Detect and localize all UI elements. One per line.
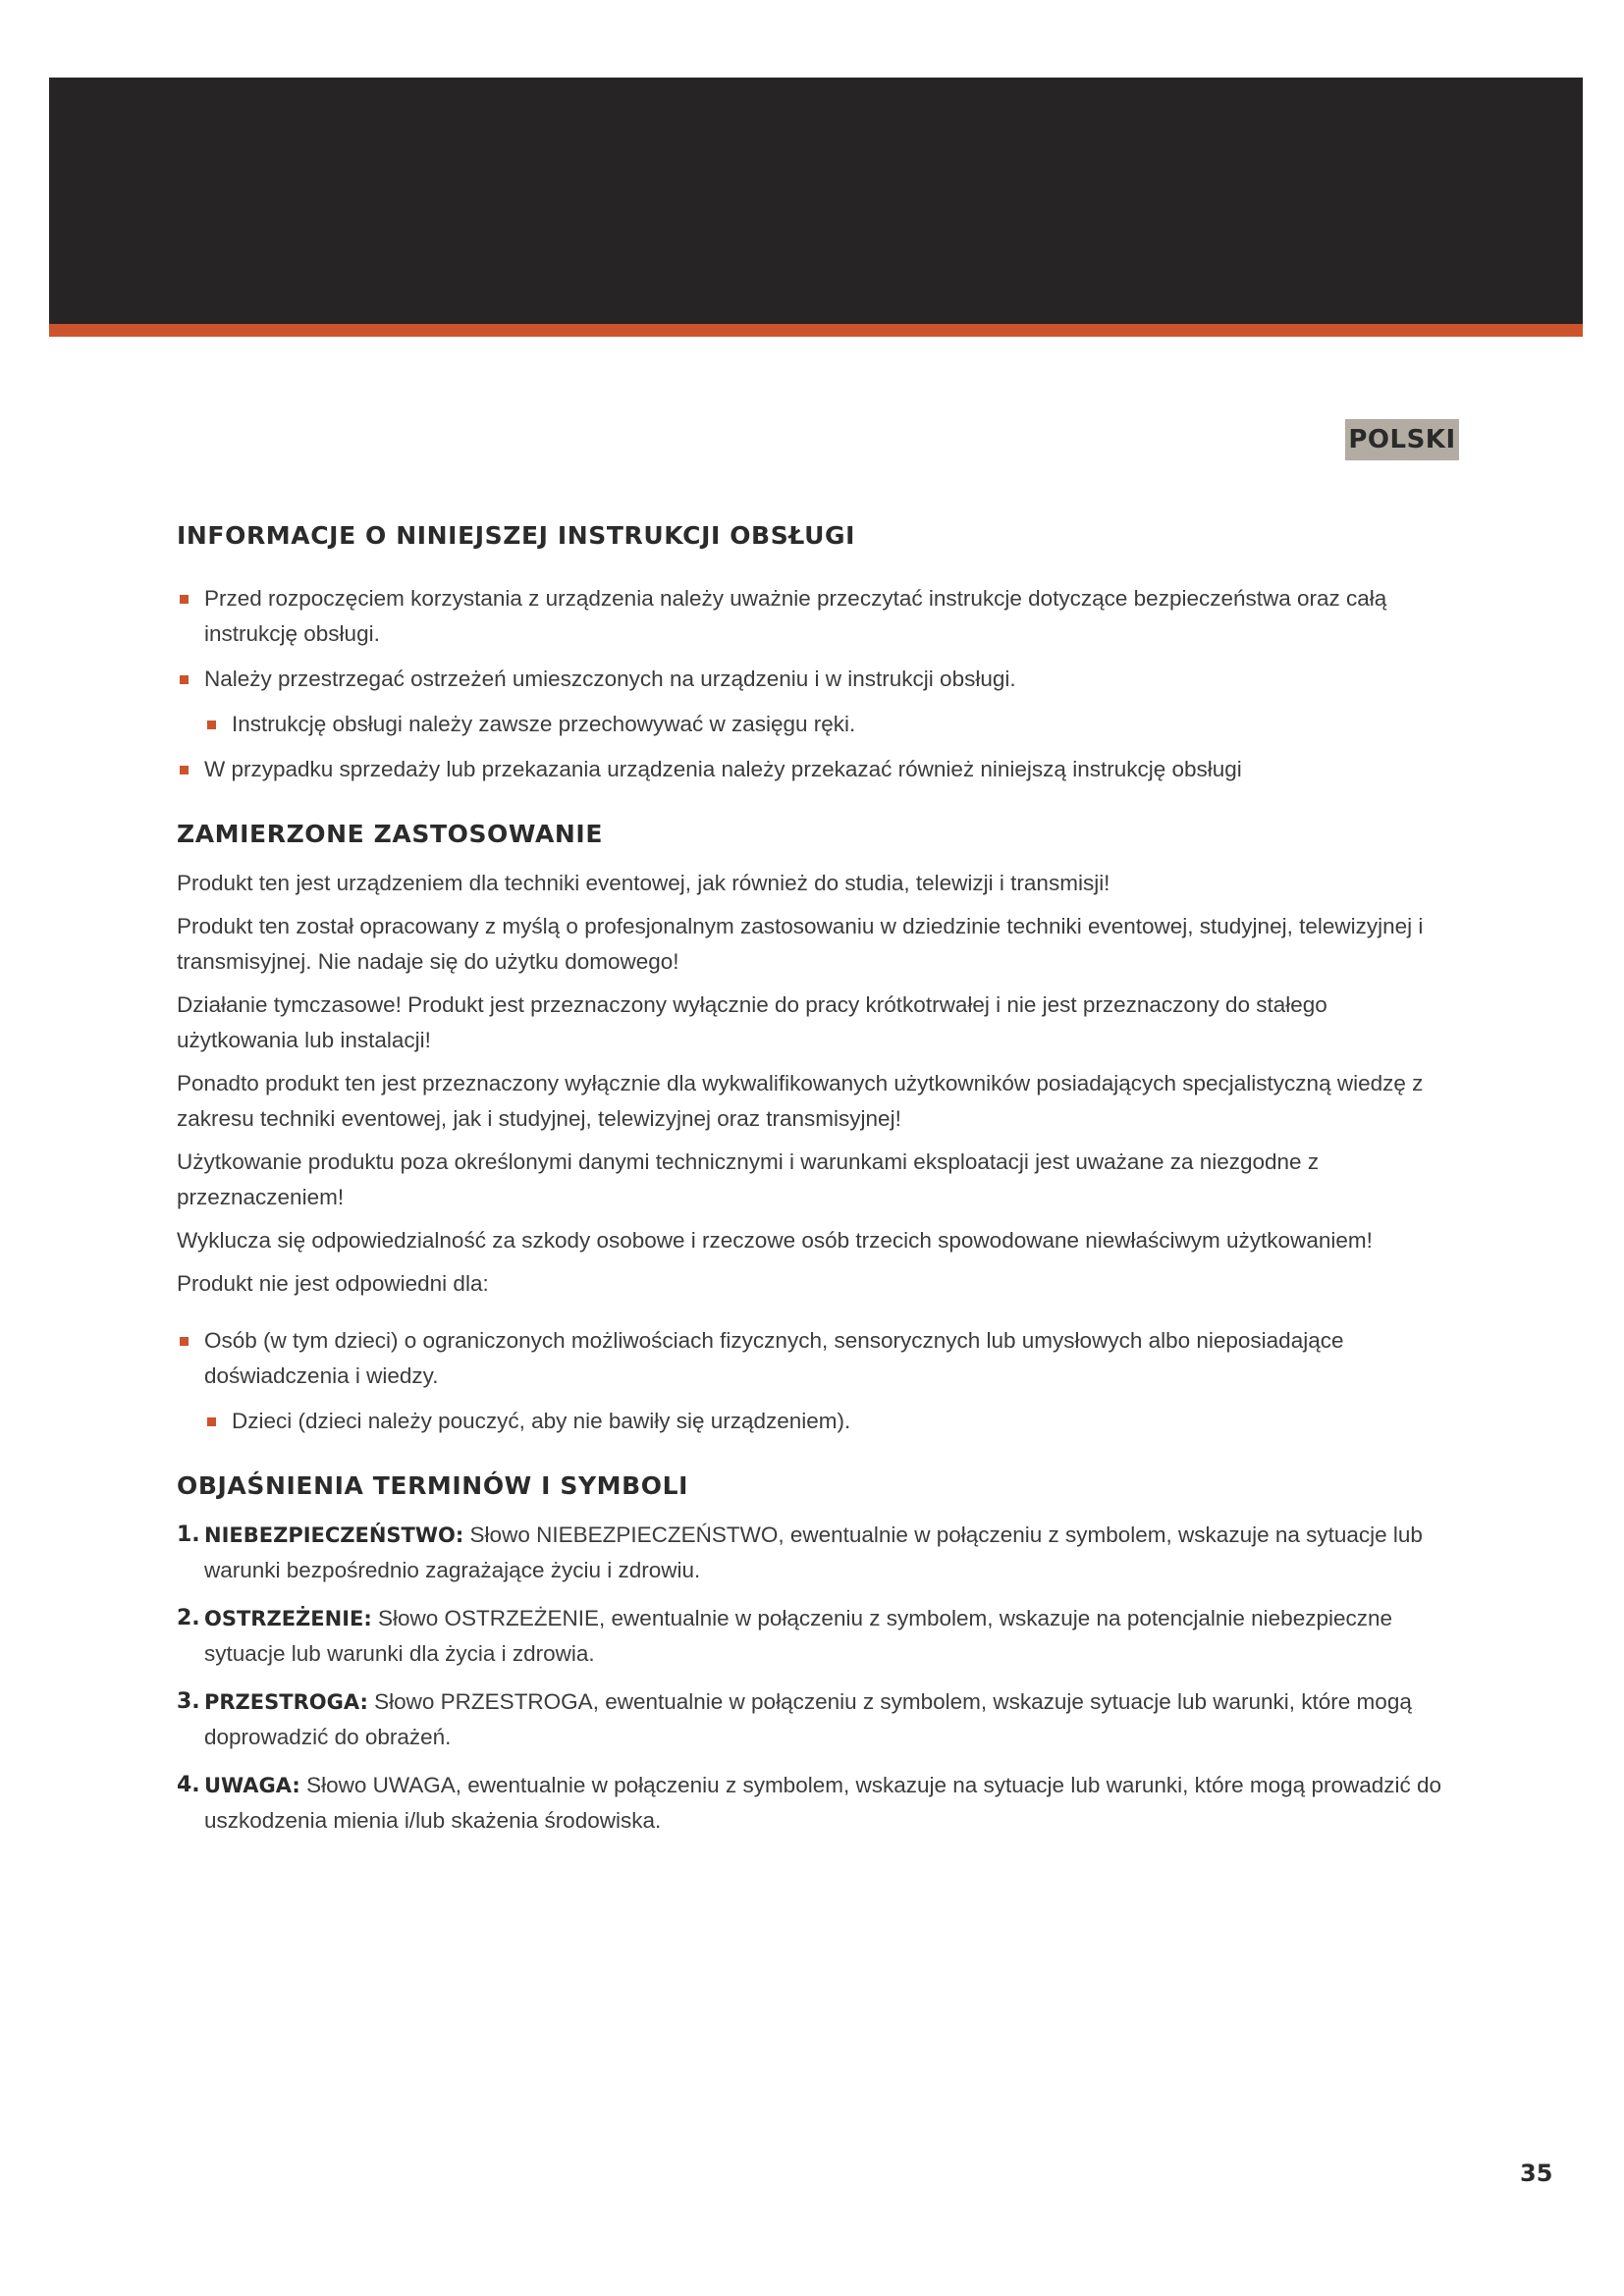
- section-title-about-manual: INFORMACJE O NINIEJSZEJ INSTRUKCJI OBSŁUGI: [177, 521, 855, 550]
- terms-list: [177, 1518, 1453, 1839]
- paragraph: Produkt nie jest odpowiedni dla:: [177, 1271, 489, 1296]
- term-label: UWAGA:: [204, 1774, 300, 1797]
- term-description: Słowo UWAGA, ewentualnie w połączeniu z symbolem, wskazuje na sytuacje lub warunki, które mogą prowadzić do uszkodzenia mienia i/lub skażenia środowiska.: [204, 1773, 1442, 1833]
- list-item: Dzieci (dzieci należy pouczyć, aby nie bawiły się urządzeniem).: [204, 1404, 1453, 1439]
- item-number: 1.: [177, 1522, 200, 1547]
- item-number: 3.: [177, 1689, 200, 1714]
- language-badge: POLSKI: [1345, 419, 1459, 460]
- bullet-square-icon: [180, 766, 189, 774]
- term-description: Słowo NIEBEZPIECZEŃSTWO, ewentualnie w połączeniu z symbolem, wskazuje na sytuacje lub warunki bezpośrednio zagrażające życiu i zdrowiu.: [204, 1522, 1423, 1582]
- paragraph: Użytkowanie produktu poza określonymi danymi technicznymi i warunkami eksploatacji jest uważane za niezgodne z przeznaczeniem!: [177, 1149, 1320, 1209]
- paragraph: Działanie tymczasowe! Produkt jest przeznaczony wyłącznie do pracy krótkotrwałej i nie jest przeznaczony do stałego użytkowania lub instalacji!: [177, 992, 1327, 1052]
- term-item: [177, 1518, 1453, 1588]
- about-manual-list: [177, 581, 1453, 787]
- header-accent-stripe: [49, 324, 1583, 337]
- section-title-intended-use: ZAMIERZONE ZASTOSOWANIE: [177, 820, 604, 848]
- bullet-square-icon: [180, 595, 189, 604]
- item-number: 2.: [177, 1606, 200, 1630]
- page-number: 35: [1520, 2160, 1553, 2187]
- bullet-square-icon: [180, 675, 189, 684]
- term-description: Słowo PRZESTROGA, ewentualnie w połączeniu z symbolem, wskazuje sytuacje lub warunki, które mogą doprowadzić do obrażeń.: [204, 1689, 1412, 1749]
- term-label: PRZESTROGA:: [204, 1690, 368, 1714]
- term-label: OSTRZEŻENIE:: [204, 1607, 372, 1630]
- term-label: NIEBEZPIECZEŃSTWO:: [204, 1523, 464, 1547]
- term-item: [177, 1768, 1453, 1839]
- list-item: Przed rozpoczęciem korzystania z urządzenia należy uważnie przeczytać instrukcje dotyczące bezpieczeństwa oraz całą instrukcję obsługi.: [177, 581, 1453, 652]
- list-item: Należy przestrzegać ostrzeżeń umieszczonych na urządzeniu i w instrukcji obsługi.: [177, 662, 1453, 697]
- header-band: [49, 78, 1583, 324]
- paragraph: Produkt ten został opracowany z myślą o profesjonalnym zastosowaniu w dziedzinie techniki eventowej, studyjnej, telewizyjnej i transmisyjnej. Nie nadaje się do użytku domowego!: [177, 914, 1424, 974]
- page-content: [177, 516, 1453, 1851]
- paragraph: Produkt ten jest urządzeniem dla techniki eventowej, jak również do studia, telewizji i transmisji!: [177, 871, 1110, 895]
- paragraph: Wyklucza się odpowiedzialność za szkody osobowe i rzeczowe osób trzecich spowodowane niewłaściwym użytkowaniem!: [177, 1228, 1373, 1253]
- section-terms-symbols: [177, 1467, 1453, 1839]
- bullet-square-icon: [180, 1337, 189, 1346]
- list-item: Instrukcję obsługi należy zawsze przechowywać w zasięgu ręki.: [204, 707, 1453, 742]
- not-suitable-list: [177, 1323, 1453, 1439]
- bullet-square-icon: [207, 1417, 216, 1426]
- paragraph: Ponadto produkt ten jest przeznaczony wyłącznie dla wykwalifikowanych użytkowników posiadających specjalistyczną wiedzę z zakresu techniki eventowej, jak i studyjnej, telewizyjnej oraz transmisyjnej!: [177, 1071, 1424, 1131]
- term-description: Słowo OSTRZEŻENIE, ewentualnie w połączeniu z symbolem, wskazuje na potencjalnie niebezpieczne sytuacje lub warunki dla życia i zdrowia.: [204, 1606, 1393, 1666]
- bullet-square-icon: [207, 721, 216, 729]
- list-item: W przypadku sprzedaży lub przekazania urządzenia należy przekazać również niniejszą instrukcję obsługi: [177, 752, 1453, 787]
- section-intended-use: [177, 815, 1453, 1439]
- term-item: [177, 1601, 1453, 1672]
- list-item: Osób (w tym dzieci) o ograniczonych możliwościach fizycznych, sensorycznych lub umysłowych albo nieposiadające doświadczenia i wiedzy.: [177, 1323, 1453, 1394]
- item-number: 4.: [177, 1773, 200, 1797]
- section-about-manual: [177, 516, 1453, 787]
- term-item: [177, 1684, 1453, 1755]
- section-title-terms-symbols: OBJAŚNIENIA TERMINÓW I SYMBOLI: [177, 1471, 689, 1500]
